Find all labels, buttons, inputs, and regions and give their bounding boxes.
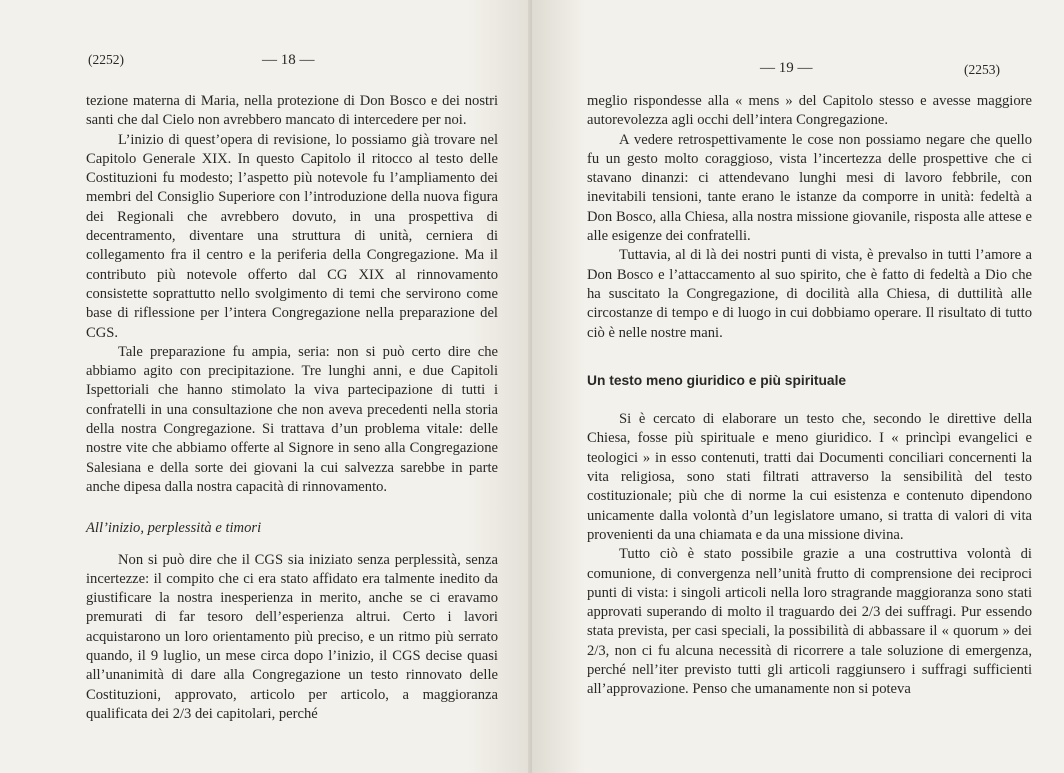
paragraph: Tutto ciò è stato possibile grazie a una costruttiva volontà di comunione, di convergenza nell’unità frutto di comprensione dei reciproci punti di vista: i singoli articoli nella loro stragrande maggioranza sono stati approvati superando di molto il traguardo dei 2/3 dei suffragi. Pur essendo stata prevista, per casi speciali, la possibilità di abbassare il « quorum » dei 2/3, non ci fu alcuna necessità di ricorrere a tale soluzione di emergenza, perché nell’iter previsto tutti gli articoli raggiunsero i suffragi sufficienti all’approvazione. Penso che umanamente non si poteva bbox=[587, 546, 1032, 698]
right-header-code: (2253) bbox=[964, 62, 1000, 77]
left-header-code: (2252) bbox=[88, 52, 124, 67]
paragraph: Non si può dire che il CGS sia iniziato senza perplessità, senza incertezze: il compito che ci era stato affidato era talmente inedito da giustificare la nostra inesperienza in merito, anche se ci eravamo premurati di far tesoro dell’esperienza altrui. Certo i lavori acquistarono un loro orientamento più preciso, e un ritmo più serrato quando, il 9 luglio, un mese circa dopo l’inizio, il CGS decise quasi all’unanimità di dare alla Congregazione un testo rinnovato delle Costituzioni, approvato, articolo per articolo, a maggioranza qualificata dei 2/3 dei capitolari, perché bbox=[86, 551, 498, 722]
right-page-header bbox=[532, 52, 1064, 77]
right-page-number: — 19 — bbox=[760, 60, 813, 76]
paragraph: meglio rispondesse alla « mens » del Capitolo stesso e avesse maggiore autorevolezza agli occhi dell’intera Congregazione. bbox=[587, 93, 1032, 129]
paragraph: L’inizio di quest’opera di revisione, lo possiamo già trovare nel Capitolo Generale XIX. In questo Capitolo il ritocco al testo delle Costituzioni fu modesto; l’aspetto più notevole fu l’ampliamento dei membri del Consiglio Superiore con l’introduzione della nuova figura dei Regionali che avrebbero dovuto, in una prospettiva di decentramento, diventare una struttura di unità, cerniera di collegamento fra il centro e la periferia della Congregazione. Ma il contributo più notevole offerto dal CG XIX al rinnovamento consistette soprattutto nello svolgimento di temi che servirono come base di riflessione per l’intera Congregazione nella preparazione del CGS. bbox=[86, 131, 498, 341]
section-heading: Un testo meno giuridico e più spirituale bbox=[587, 372, 847, 388]
paragraph: tezione materna di Maria, nella protezione di Don Bosco e dei nostri santi che dal Cielo non avrebbero mancato di intercedere per noi. bbox=[86, 93, 498, 129]
paragraph: A vedere retrospettivamente le cose non possiamo negare che quello fu un gesto molto coraggioso, vista l’incertezza delle prospettive che ci stavano dinanzi: ci attendevano lunghi mesi di lavoro febbrile, con inevitabili tensioni, tante erano le istanze da comporre in unità: fedeltà a Don Bosco, alla Chiesa, alla nostra missione giovanile, risposta alle attese e alle esigenze dei confratelli. bbox=[587, 131, 1032, 245]
left-page-number: — 18 — bbox=[262, 52, 315, 68]
left-page-header bbox=[0, 52, 532, 72]
paragraph: Tuttavia, al di là dei nostri punti di vista, è prevalso in tutti l’amore a Don Bosco e l’attaccamento al suo spirito, che è fatto di fedeltà a Dio che ha suscitato la Congregazione, di docilità alla Chiesa, di duttilità alle circostanze di tempo e di luogo in cui dobbiamo operare. Il risultato di tutto ciò è nelle nostre mani. bbox=[587, 247, 1032, 341]
section-heading: All’inizio, perplessità e timori bbox=[86, 520, 262, 537]
left-page-body bbox=[86, 92, 498, 724]
paragraph: Tale preparazione fu ampia, seria: non si può certo dire che abbiamo agito con precipitazione. Tre lunghi anni, e due Capitoli Ispettoriali che hanno stimolato la viva partecipazione di tutti i confratelli in una consultazione che non aveva precedenti nella storia della nostra Congregazione. Si trattava d’un problema vitale: delle nostre vite che abbiamo offerte al Signore in seno alla Congregazione Salesiana e della sorte dei giovani la cui salvezza sarebbe in parte anche dipesa dalla nostra capacità di rinnovamento. bbox=[86, 343, 498, 495]
right-page bbox=[532, 0, 1064, 773]
paragraph: Si è cercato di elaborare un testo che, secondo le direttive della Chiesa, fosse più spirituale e meno giuridico. I « princìpi evangelici e teologici » in esso contenuti, tratti dai Documenti conciliari concernenti la vita religiosa, sono stati filtrati attraverso la sensibilità del testo costituzionale; più che di norme la cui esistenza e contenuto dipendono unicamente dalla volontà d’un legislatore umano, si tratta di valori di vita provenienti da una chiamata e da una missione divina. bbox=[587, 411, 1032, 543]
right-page-body bbox=[587, 92, 1032, 700]
